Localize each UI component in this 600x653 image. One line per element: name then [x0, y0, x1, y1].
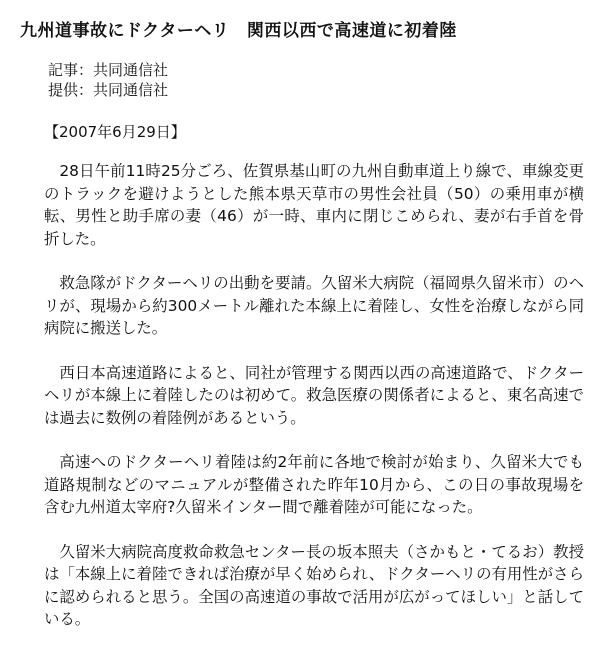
- paragraph-accident: 28日午前11時25分ごろ、佐賀県基山町の九州自動車道上り線で、車線変更のトラックを避けようとした熊本県天草市の男性会社員（50）の乗用車が横転、男性と助手席の妻（46）が一時、車内に閉じこめられ、妻が右手首を骨折した。: [44, 162, 584, 248]
- article-body: [44, 160, 584, 653]
- credit-article-line: 記事：共同通信社: [48, 61, 169, 79]
- article-date: 【2007年6月29日】: [44, 123, 186, 141]
- article-title: 九州道事故にドクターヘリ 関西以西で高速道に初着陸: [20, 21, 457, 41]
- credit-provider-line: 提供：共同通信社: [48, 81, 169, 99]
- paragraph-helicopter-dispatch: 救急隊がドクターヘリの出動を要請。久留米大病院（福岡県久留米市）のヘリが、現場から約300メートル離れた本線上に着陸し、女性を治療しながら同病院に搬送した。: [44, 274, 584, 337]
- paragraph-first-landing: 西日本高速道路によると、同社が管理する関西以西の高速道路で、ドクターヘリが本線上に着陸したのは初めて。救急医療の関係者によると、東名高速では過去に数例の着陸例があるという。: [44, 363, 584, 427]
- paragraph-landing-manual: 高速へのドクターヘリ着陸は約2年前に各地で検討が始まり、久留米大でも道路規制などのマニュアルが整備された昨年10月から、この日の事故現場を含む九州道太宰府?久留米インター間で離着陸が可能になった。: [44, 453, 584, 516]
- article-credits: [48, 60, 168, 100]
- paragraph-professor-comment: 久留米大病院高度救命救急センター長の坂本照夫（さかもと・てるお）教授は「本線上に着陸できれば治療が早く始められ、ドクターヘリの有用性がさらに認められると思う。全国の高速道の事故で活用が広がってほしい」と話している。: [44, 542, 584, 628]
